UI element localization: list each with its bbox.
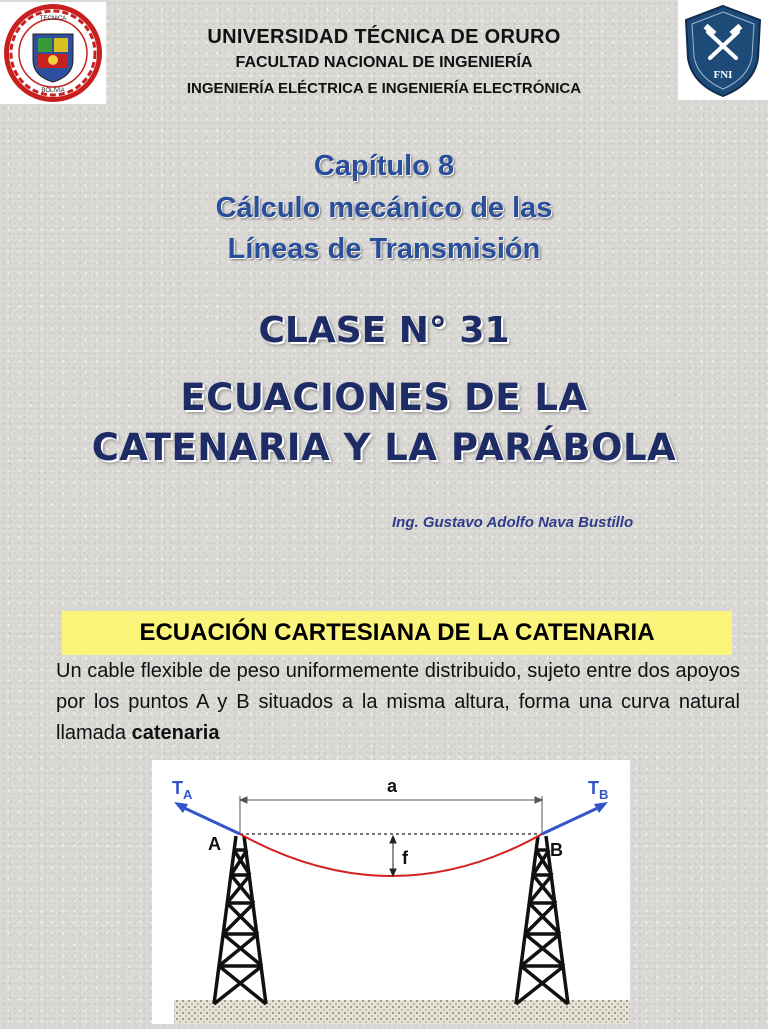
svg-text:BOLIVIA: BOLIVIA	[41, 88, 65, 94]
chapter-title-line1: Cálculo mecánico de las	[215, 192, 553, 224]
tension-b-label: $T_B$	[588, 778, 609, 802]
svg-text:FNI: FNI	[713, 69, 733, 81]
career-name: INGENIERÍA ELÉCTRICA E INGENIERÍA ELECTRÓNICA	[186, 80, 582, 97]
tension-arrow-b	[542, 802, 608, 834]
sag-label: f	[402, 848, 408, 868]
tension-arrow-a	[174, 802, 240, 834]
intro-paragraph	[56, 656, 740, 749]
section-title: ECUACIÓN CARTESIANA DE LA CATENARIA	[62, 611, 732, 655]
catenary-figure	[152, 760, 630, 1024]
class-title-line2: CATENARIA Y LA PARÁBOLA	[91, 426, 677, 469]
tension-a-label: $T_A$	[172, 778, 193, 802]
author-name: Ing. Gustavo Adolfo Nava Bustillo	[392, 514, 634, 531]
span-label: a	[386, 776, 398, 796]
catenaria-term: catenaria	[131, 722, 220, 744]
point-a-label: A	[208, 834, 221, 854]
span-dimension	[240, 796, 542, 834]
chapter-title-line2: Líneas de Transmisión	[227, 233, 541, 265]
intro-text: Un cable flexible de peso uniformemente distribuido, sujeto entre dos apoyos por los puntos A y B situados a la misma altura, forma una curva natural llamada	[56, 660, 740, 744]
tower-right	[516, 836, 568, 1004]
point-b-label: B	[550, 840, 563, 860]
svg-text:TECNICA: TECNICA	[39, 16, 67, 22]
chapter-number: Capítulo 8	[313, 150, 455, 182]
tower-left	[214, 836, 266, 1004]
class-number: CLASE N° 31	[258, 310, 510, 351]
faculty-name: FACULTAD NACIONAL DE INGENIERÍA	[235, 54, 533, 71]
sag-dimension	[390, 836, 396, 876]
class-title-line1: ECUACIONES DE LA	[180, 376, 588, 419]
university-name: UNIVERSIDAD TÉCNICA DE ORURO	[207, 26, 561, 48]
ground	[174, 1000, 630, 1024]
